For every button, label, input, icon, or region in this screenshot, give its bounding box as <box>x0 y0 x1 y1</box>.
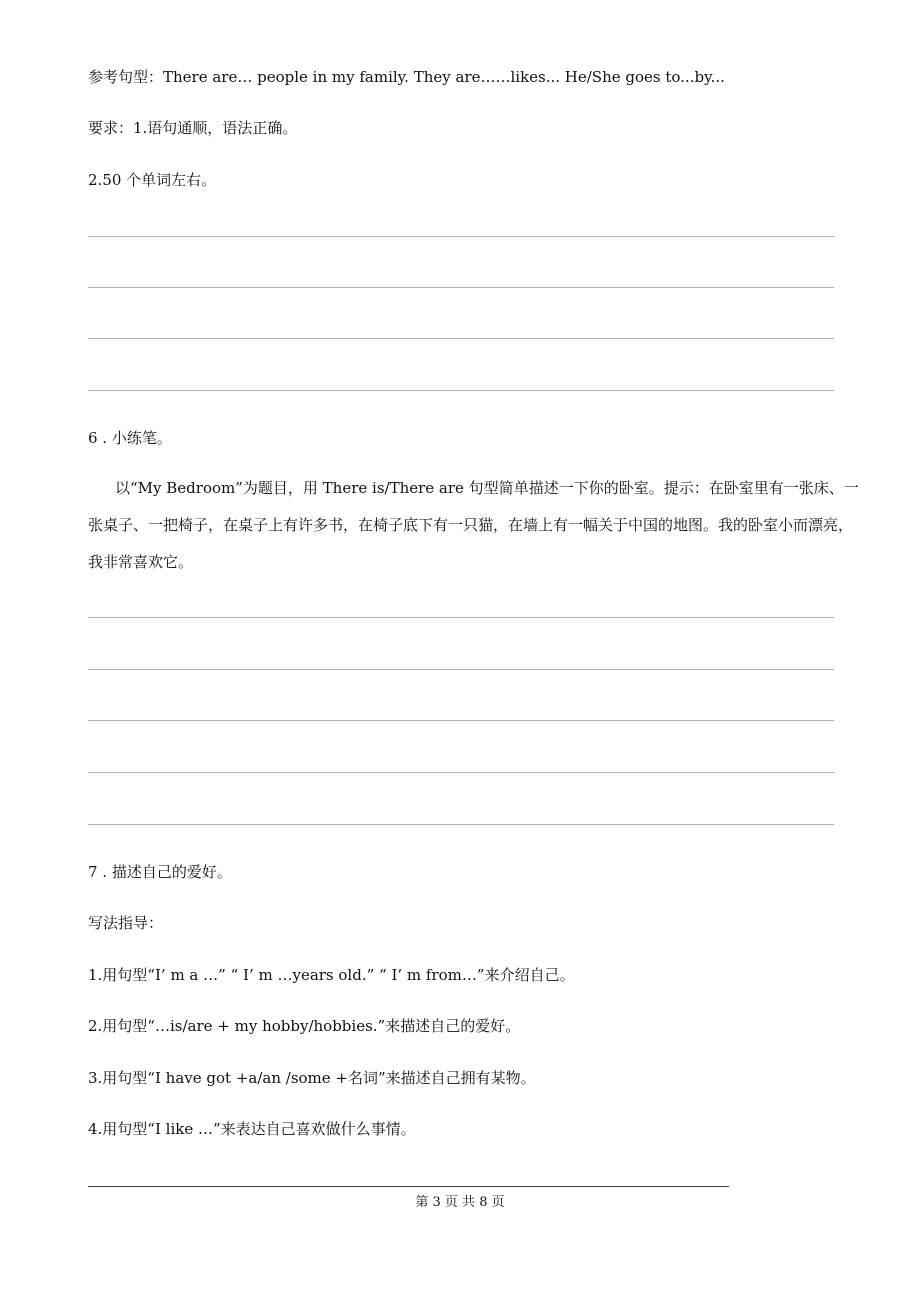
footer-divider <box>88 1186 729 1187</box>
question-7-title: 7 . 描述自己的爱好。 <box>88 863 232 881</box>
question-7-guide-item-4: 4.用句型“I like …”来表达自己喜欢做什么事情。 <box>88 1120 416 1138</box>
question-6-title: 6 . 小练笔。 <box>88 429 172 447</box>
answer-line[interactable] <box>88 236 834 237</box>
reference-sentence-line: 参考句型：There are… people in my family. They are……likes... He/She goes to...by... <box>88 68 725 86</box>
requirement-line-1: 要求：1.语句通顺，语法正确。 <box>88 119 298 137</box>
answer-line[interactable] <box>88 669 834 670</box>
question-7-guide-item-3: 3.用句型“I have got +a/an /some +名词”来描述自己拥有某物。 <box>88 1069 536 1087</box>
question-6-prompt: 以“My Bedroom”为题目，用 There is/There are 句型简单描述一下你的卧室。提示：在卧室里有一张床、一张桌子、一把椅子，在桌子上有许多书，在椅子底下有一只猫，在墙上有一幅关于中国的地图。我的卧室小而漂亮，我非常喜欢它。 <box>88 479 859 571</box>
requirement-line-2: 2.50 个单词左右。 <box>88 171 217 189</box>
answer-line[interactable] <box>88 390 834 391</box>
answer-line[interactable] <box>88 338 834 339</box>
question-7-guide-item-1: 1.用句型“I’ m a …” “ I’ m …years old.” “ I’ m from…”来介绍自己。 <box>88 966 575 984</box>
answer-line[interactable] <box>88 617 834 618</box>
answer-line[interactable] <box>88 287 834 288</box>
answer-line[interactable] <box>88 824 834 825</box>
answer-line[interactable] <box>88 720 834 721</box>
question-7-guide-item-2: 2.用句型“…is/are + my hobby/hobbies.”来描述自己的爱好。 <box>88 1017 521 1035</box>
answer-line[interactable] <box>88 772 834 773</box>
question-7-guide-heading: 写法指导： <box>88 914 164 932</box>
page-number: 第 3 页 共 8 页 <box>415 1195 505 1210</box>
